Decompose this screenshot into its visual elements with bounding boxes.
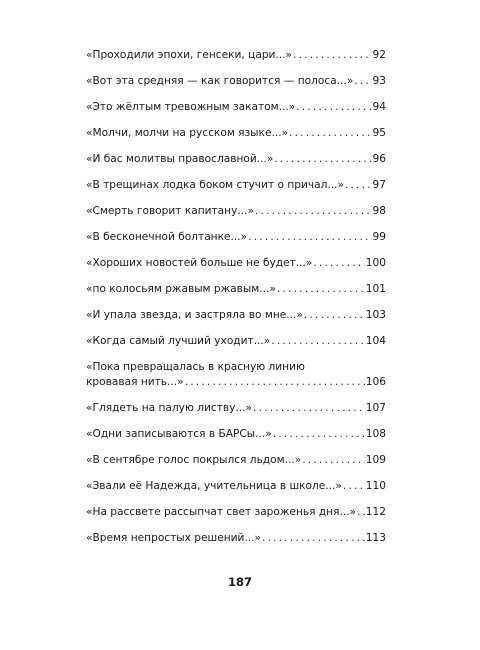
toc-entry-page: 112 xyxy=(365,506,386,518)
toc-entry-page: 104 xyxy=(365,335,386,347)
toc-entry-row xyxy=(86,401,386,416)
toc-entry-page: 92 xyxy=(372,49,386,61)
toc-entry xyxy=(86,308,386,323)
toc-entry-title: «Звали её Надежда, учительница в школе...» xyxy=(86,480,342,492)
toc-entry-title-line1: «Пока превращалась в красную линию xyxy=(86,361,305,373)
toc-entry-title: кровавая нить...» xyxy=(86,376,184,388)
toc-entry-row xyxy=(86,126,386,141)
toc-entry xyxy=(86,505,386,520)
toc-entry-row xyxy=(86,204,386,219)
toc-entry-title: «Проходили эпохи, генсеки, цари...» xyxy=(86,49,293,61)
toc-entry-title: «Глядеть на палую листву...» xyxy=(86,402,252,414)
toc-entry-title: «Вот эта средняя — как говорится — полоса...» xyxy=(86,75,354,87)
toc-entry-page: 103 xyxy=(365,309,386,321)
toc-entry xyxy=(86,204,386,219)
toc-entry-page: 113 xyxy=(365,532,386,544)
dot-leader xyxy=(296,100,371,115)
toc-entry-row xyxy=(86,334,386,349)
toc-entry-page: 107 xyxy=(365,402,386,414)
dot-leader xyxy=(185,375,365,390)
toc-entry-title: «Это жёлтым тревожным закатом...» xyxy=(86,101,296,113)
toc-entry-title: «В сентябре голос покрылся льдом...» xyxy=(86,454,302,466)
toc-entry-page: 106 xyxy=(365,376,386,388)
dot-leader xyxy=(274,152,371,167)
toc-entry-title: «по колосьям ржавым ржавым...» xyxy=(86,283,276,295)
toc-entry-row xyxy=(86,531,386,546)
toc-entry-row xyxy=(86,427,386,442)
toc-entry-page: 108 xyxy=(365,428,386,440)
toc-entry-page: 97 xyxy=(372,179,386,191)
toc-entry xyxy=(86,360,386,390)
toc-entry-page: 109 xyxy=(365,454,386,466)
toc-entry-page: 93 xyxy=(372,75,386,87)
toc-entry-page: 98 xyxy=(372,205,386,217)
toc-entry xyxy=(86,230,386,245)
dot-leader xyxy=(271,334,364,349)
dot-leader xyxy=(302,453,365,468)
toc-entry-page: 95 xyxy=(372,127,386,139)
toc-entry xyxy=(86,453,386,468)
dot-leader xyxy=(255,204,372,219)
toc-entry-page: 96 xyxy=(372,153,386,165)
toc-entry-row xyxy=(86,256,386,271)
toc-entry-title: «И упала звезда, и застряла во мне...» xyxy=(86,309,303,321)
dot-leader xyxy=(262,531,365,546)
dot-leader xyxy=(277,282,365,297)
toc-entry-row xyxy=(86,152,386,167)
toc-entry-title: «Одни записываются в БАРСы...» xyxy=(86,428,272,440)
toc-entry xyxy=(86,401,386,416)
toc-entry-row xyxy=(86,375,386,390)
toc-entry xyxy=(86,479,386,494)
dot-leader xyxy=(345,178,372,193)
toc-entry xyxy=(86,126,386,141)
toc-entry-row xyxy=(86,282,386,297)
toc-entry xyxy=(86,334,386,349)
dot-leader xyxy=(253,401,365,416)
toc-entry xyxy=(86,427,386,442)
toc-entry xyxy=(86,74,386,89)
dot-leader xyxy=(293,48,372,63)
toc-entry-row xyxy=(86,308,386,323)
toc-entry-title: «Молчи, молчи на русском языке...» xyxy=(86,127,289,139)
toc-entry-row xyxy=(86,230,386,245)
dot-leader xyxy=(304,308,365,323)
toc-entry xyxy=(86,256,386,271)
toc-entry-title: «В бесконечной болтанке...» xyxy=(86,231,248,243)
toc-entry xyxy=(86,100,386,115)
toc-entry-row xyxy=(86,505,386,520)
toc-entry xyxy=(86,48,386,63)
toc-entry-title: «В трещинах лодка боком стучит о причал...» xyxy=(86,179,344,191)
toc-entry-title: «На рассвете рассыпчат свет зароженья дня...» xyxy=(86,506,357,518)
toc-entry-row xyxy=(86,74,386,89)
table-of-contents xyxy=(86,48,386,557)
toc-entry-title: «Когда самый лучший уходит...» xyxy=(86,335,271,347)
toc-entry-row xyxy=(86,453,386,468)
toc-entry-row xyxy=(86,178,386,193)
dot-leader xyxy=(354,74,371,89)
toc-entry-page: 110 xyxy=(365,480,386,492)
dot-leader xyxy=(289,126,371,141)
toc-entry xyxy=(86,178,386,193)
toc-entry-row xyxy=(86,100,386,115)
toc-entry-page: 100 xyxy=(365,257,386,269)
dot-leader xyxy=(248,230,371,245)
toc-entry-title: «Смерть говорит капитану...» xyxy=(86,205,254,217)
dot-leader xyxy=(313,256,364,271)
page-number: 187 xyxy=(227,575,252,589)
toc-entry-row xyxy=(86,479,386,494)
dot-leader xyxy=(343,479,365,494)
toc-entry-title: «Время непростых решений...» xyxy=(86,532,262,544)
toc-entry-page: 101 xyxy=(365,283,386,295)
toc-entry-page: 94 xyxy=(372,101,386,113)
toc-entry-title: «Хороших новостей больше не будет...» xyxy=(86,257,313,269)
toc-entry xyxy=(86,531,386,546)
dot-leader xyxy=(357,505,365,520)
dot-leader xyxy=(273,427,365,442)
toc-entry-title: «И бас молитвы православной...» xyxy=(86,153,274,165)
toc-entry xyxy=(86,282,386,297)
toc-entry xyxy=(86,152,386,167)
toc-entry-page: 99 xyxy=(372,231,386,243)
toc-entry-row xyxy=(86,48,386,63)
